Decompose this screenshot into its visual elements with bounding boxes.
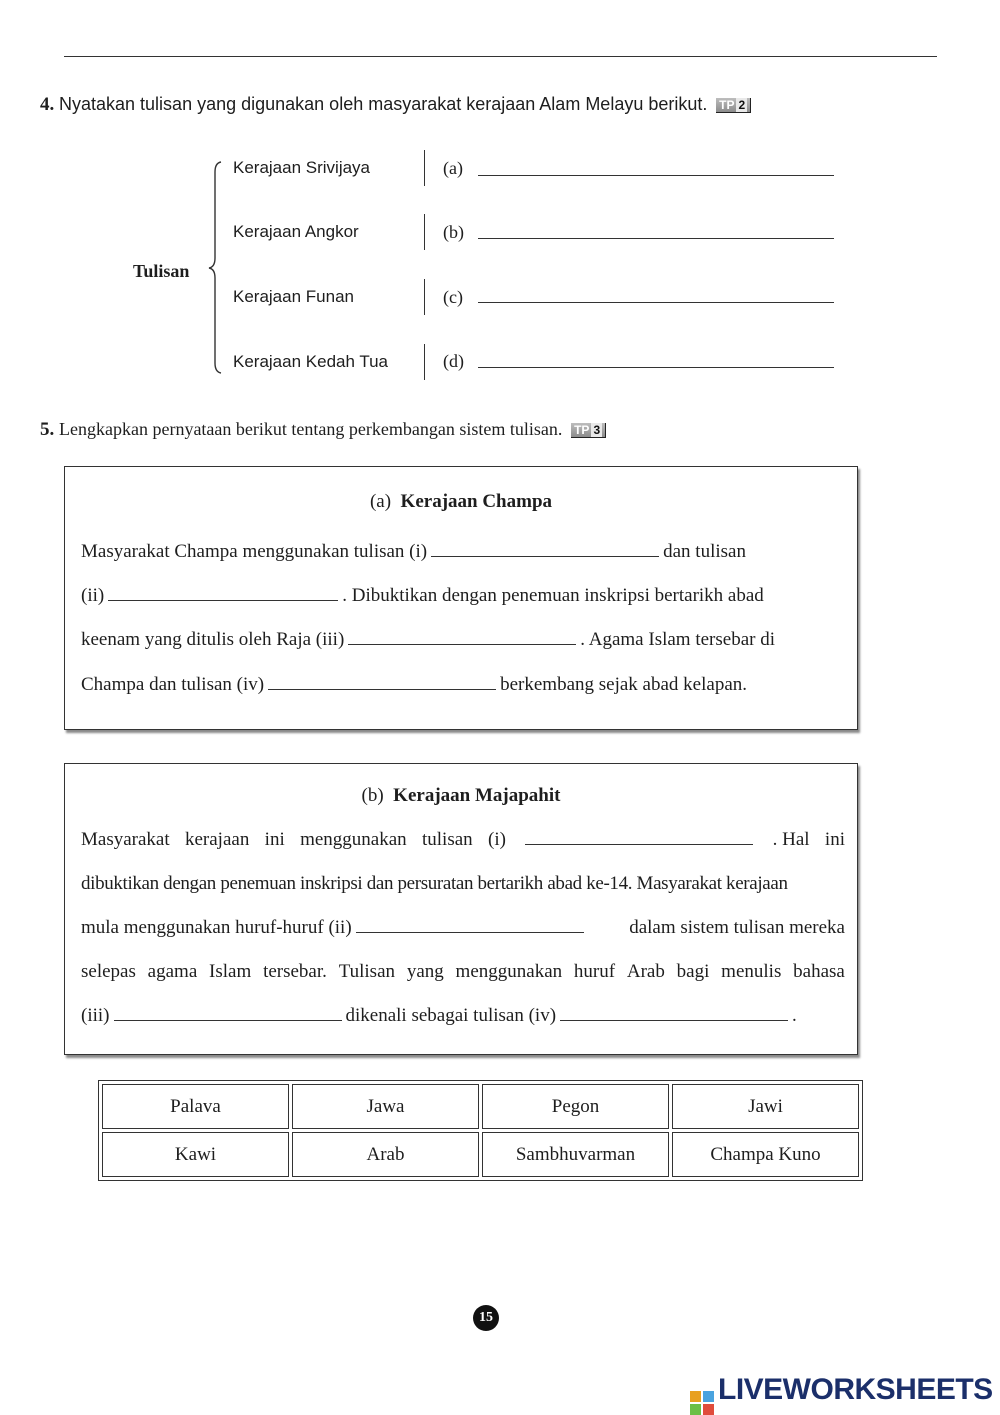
kingdom-angkor: Kerajaan Angkor	[233, 222, 359, 241]
answer-letter-d: (d)	[443, 351, 464, 371]
divider-bar	[424, 214, 425, 250]
box-majapahit	[64, 763, 858, 1055]
champa-line-3: keenam yang ditulis oleh Raja (iii) . Agama Islam tersebar di	[81, 629, 775, 650]
logo-mark-tile	[690, 1404, 701, 1415]
word-bank-row	[102, 1084, 859, 1129]
kingdom-funan: Kerajaan Funan	[233, 287, 354, 306]
word-jawa: Jawa	[292, 1084, 479, 1129]
majapahit-line-1: Masyarakat kerajaan ini menggunakan tulisan (i) . Hal ini	[81, 829, 845, 850]
word-jawi: Jawi	[672, 1084, 859, 1129]
word-bank-row	[102, 1132, 859, 1177]
majapahit-line-5: (iii) dikenali sebagai tulisan (iv) .	[81, 1005, 797, 1026]
champa-line-1: Masyarakat Champa menggunakan tulisan (i) dan tulisan	[81, 541, 746, 562]
page-number: 15	[473, 1305, 499, 1331]
liveworksheets-logo	[690, 1373, 993, 1415]
champa-line-2: (ii) . Dibuktikan dengan penemuan inskripsi bertarikh abad	[81, 585, 764, 606]
blank-majapahit-iii[interactable]	[114, 1004, 342, 1021]
question-5-text: Lengkapkan pernyataan berikut tentang perkembangan sistem tulisan.	[59, 419, 563, 439]
logo-mark-tile	[703, 1404, 714, 1415]
answer-letter-b: (b)	[443, 222, 464, 242]
blank-majapahit-i[interactable]	[525, 828, 753, 845]
champa-line-4: Champa dan tulisan (iv) berkembang sejak abad kelapan.	[81, 674, 747, 695]
word-palava: Palava	[102, 1084, 289, 1129]
blank-majapahit-ii[interactable]	[356, 916, 584, 933]
answer-blank-b[interactable]	[478, 238, 834, 239]
word-pegon: Pegon	[482, 1084, 669, 1129]
question-4-number: 4.	[40, 94, 55, 115]
answer-letter-a: (a)	[443, 158, 463, 178]
answer-letter-c: (c)	[443, 287, 463, 307]
blank-champa-ii[interactable]	[108, 584, 338, 601]
box-champa-title: (a) Kerajaan Champa	[369, 491, 553, 512]
question-5	[40, 418, 606, 441]
majapahit-line-4: selepas agama Islam tersebar. Tulisan yang menggunakan huruf Arab bagi menulis bahasa	[81, 961, 845, 982]
word-kawi: Kawi	[102, 1132, 289, 1177]
answer-blank-a[interactable]	[478, 175, 834, 176]
question-4-text: Nyatakan tulisan yang digunakan oleh masyarakat kerajaan Alam Melayu berikut.	[59, 94, 708, 114]
blank-champa-iv[interactable]	[268, 673, 496, 690]
answer-blank-c[interactable]	[478, 302, 834, 303]
logo-mark-icon	[690, 1391, 714, 1415]
question-5-number: 5.	[40, 419, 55, 440]
tp-badge: TP 3	[571, 423, 606, 438]
kingdom-kedah-tua: Kerajaan Kedah Tua	[233, 352, 389, 371]
kingdom-srivijaya: Kerajaan Srivijaya	[233, 158, 371, 177]
blank-champa-i[interactable]	[431, 540, 659, 557]
majapahit-line-2: dibuktikan dengan penemuan inskripsi dan persuratan bertarikh abad ke-14. Masyarakat kerajaan	[81, 873, 788, 894]
divider-bar	[424, 150, 425, 186]
blank-champa-iii[interactable]	[348, 628, 576, 645]
answer-blank-d[interactable]	[478, 367, 834, 368]
word-sambhuvarman: Sambhuvarman	[482, 1132, 669, 1177]
box-champa	[64, 466, 858, 730]
blank-majapahit-iv[interactable]	[560, 1004, 788, 1021]
word-arab: Arab	[292, 1132, 479, 1177]
tp-badge: TP 2	[716, 98, 751, 113]
logo-mark-tile	[690, 1391, 701, 1402]
majapahit-line-3: mula menggunakan huruf-huruf (ii) dalam sistem tulisan mereka	[81, 917, 845, 938]
brace-icon	[207, 160, 225, 375]
box-majapahit-title: (b) Kerajaan Majapahit	[361, 785, 561, 806]
word-champa-kuno: Champa Kuno	[672, 1132, 859, 1177]
divider-bar	[424, 279, 425, 315]
divider-bar	[424, 344, 425, 380]
logo-mark-tile	[703, 1391, 714, 1402]
word-bank-table	[98, 1080, 863, 1181]
brand-name: LIVEWORKSHEETS	[718, 1373, 993, 1406]
tulisan-label: Tulisan	[133, 261, 190, 281]
top-rule	[64, 56, 937, 57]
question-4	[40, 93, 751, 116]
